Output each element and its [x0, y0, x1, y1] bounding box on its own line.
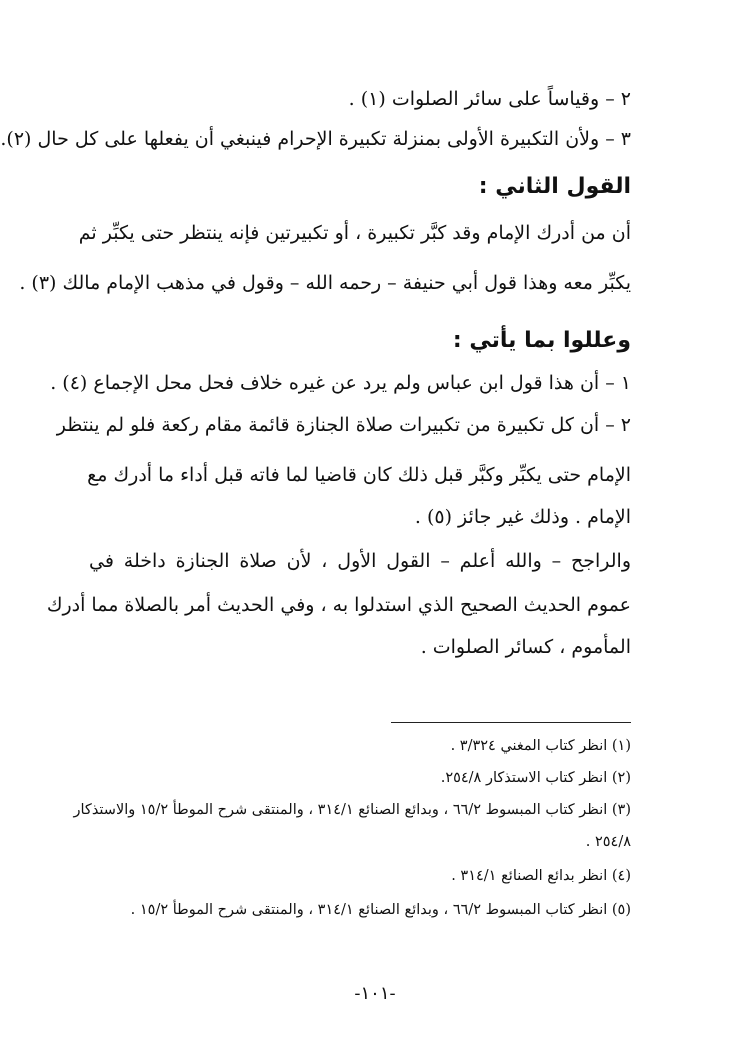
footnote-1: (١) انظر كتاب المغني ٣/٣٢٤ .: [450, 738, 631, 754]
footnote-divider: [391, 722, 631, 723]
preferred-opinion-line: المأموم ، كسائر الصلوات .: [420, 636, 631, 658]
section-heading-reasons: وعللوا بما يأتي :: [452, 328, 631, 353]
preferred-opinion-line: عموم الحديث الصحيح الذي استدلوا به ، وفي الحديث أمر بالصلاة مما أدرك: [46, 594, 631, 616]
list-item-3: ٣ – ولأن التكبيرة الأولى بمنزلة تكبيرة الإحرام فينبغي أن يفعلها على كل حال (٢).: [0, 128, 631, 150]
footnote-5: (٥) انظر كتاب المبسوط ٦٦/٢ ، وبدائع الصنائع ٣١٤/١ ، والمنتقى شرح الموطأ ١٥/٢ .: [130, 902, 631, 918]
reason-item-2-line: ٢ – أن كل تكبيرة من تكبيرات صلاة الجنازة قائمة مقام ركعة فلو لم ينتظر: [56, 414, 631, 436]
reason-item-2-line: الإمام . وذلك غير جائز (٥) .: [414, 506, 631, 528]
page-number: -١٠١-: [354, 983, 396, 1004]
reason-item-2-line: الإمام حتى يكبِّر وكبَّر قبل ذلك كان قاضيا لما فاته قبل أداء ما أدرك مع: [87, 464, 631, 486]
list-item-2: ٢ – وقياساً على سائر الصلوات (١) .: [348, 88, 631, 110]
paragraph-line: أن من أدرك الإمام وقد كبَّر تكبيرة ، أو تكبيرتين فإنه ينتظر حتى يكبِّر ثم: [78, 222, 631, 244]
reason-item-1: ١ – أن هذا قول ابن عباس ولم يرد عن غيره خلاف فحل محل الإجماع (٤) .: [50, 372, 631, 394]
footnote-3: (٣) انظر كتاب المبسوط ٦٦/٢ ، وبدائع الصنائع ٣١٤/١ ، والمنتقى شرح الموطأ ١٥/٢ والاستذكار: [73, 802, 631, 818]
footnote-2: (٢) انظر كتاب الاستذكار ٢٥٤/٨.: [440, 770, 631, 786]
paragraph-line: يكبِّر معه وهذا قول أبي حنيفة – رحمه الله – وقول في مذهب الإمام مالك (٣) .: [19, 272, 631, 294]
section-heading-second-opinion: القول الثاني :: [478, 174, 631, 199]
footnote-3-continued: ٢٥٤/٨ .: [585, 834, 631, 850]
preferred-opinion-line: والراجح – والله أعلم – القول الأول ، لأن صلاة الجنازة داخلة في: [89, 550, 631, 572]
footnote-4: (٤) انظر بدائع الصنائع ٣١٤/١ .: [451, 868, 631, 884]
